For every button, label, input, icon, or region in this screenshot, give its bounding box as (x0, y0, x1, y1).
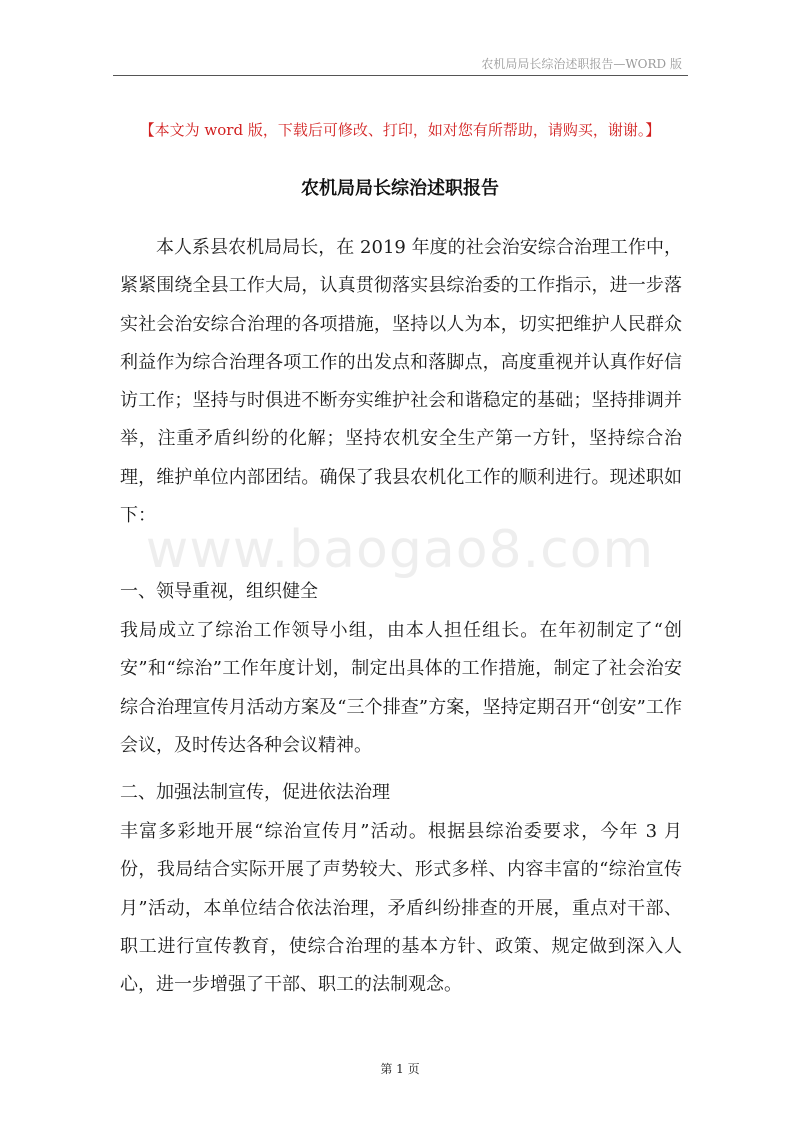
document-title: 农机局局长综治述职报告 (301, 178, 499, 199)
header-title: 农机局局长综治述职报告—WORD 版 (481, 57, 682, 71)
watermark: www.baogao8.com (145, 520, 655, 580)
section-heading-1: 一、领导重视，组织健全 (120, 581, 318, 602)
page-number: 第 1 页 (380, 1062, 420, 1076)
section-heading-2: 二、加强法制宣传，促进依法治理 (120, 782, 390, 803)
purchase-notice: 【本文为 word 版，下载后可修改、打印，如对您有所帮助，请购买，谢谢。】 (139, 121, 661, 139)
header-divider (113, 75, 688, 76)
paragraph-intro: 本人系县农机局局长，在 2019 年度的社会治安综合治理工作中，紧紧围绕全县工作大局，认真贯彻落实县综治委的工作指示，进一步落实社会治安综合治理的各项措施，坚持以人为本，切实把维护人民群众利益作为综合治理各项工作的出发点和落脚点，高度重视并认真作好信访工作；坚持与时俱进不断夯实维护社会和谐稳定的基础；坚持排调并举，注重矛盾纠纷的化解；坚持农机安全生产第一方针，坚持综合治理，维护单位内部团结。确保了我县农机化工作的顺利进行。现述职如下： (120, 237, 682, 527)
paragraph-section-2: 丰富多彩地开展“综治宣传月”活动。根据县综治委要求，今年 3 月份，我局结合实际开展了声势较大、形式多样、内容丰富的“综治宣传月”活动，本单位结合依法治理，矛盾纠纷排查的开展，重点对干部、职工进行宣传教育，使综合治理的基本方针、政策、规定做到深入人心，进一步增强了干部、职工的法制观念。 (120, 821, 682, 996)
paragraph-section-1: 我局成立了综治工作领导小组，由本人担任组长。在年初制定了“创安”和“综治”工作年度计划，制定出具体的工作措施，制定了社会治安综合治理宣传月活动方案及“三个排查”方案，坚持定期召开“创安”工作会议，及时传达各种会议精神。 (120, 620, 682, 756)
